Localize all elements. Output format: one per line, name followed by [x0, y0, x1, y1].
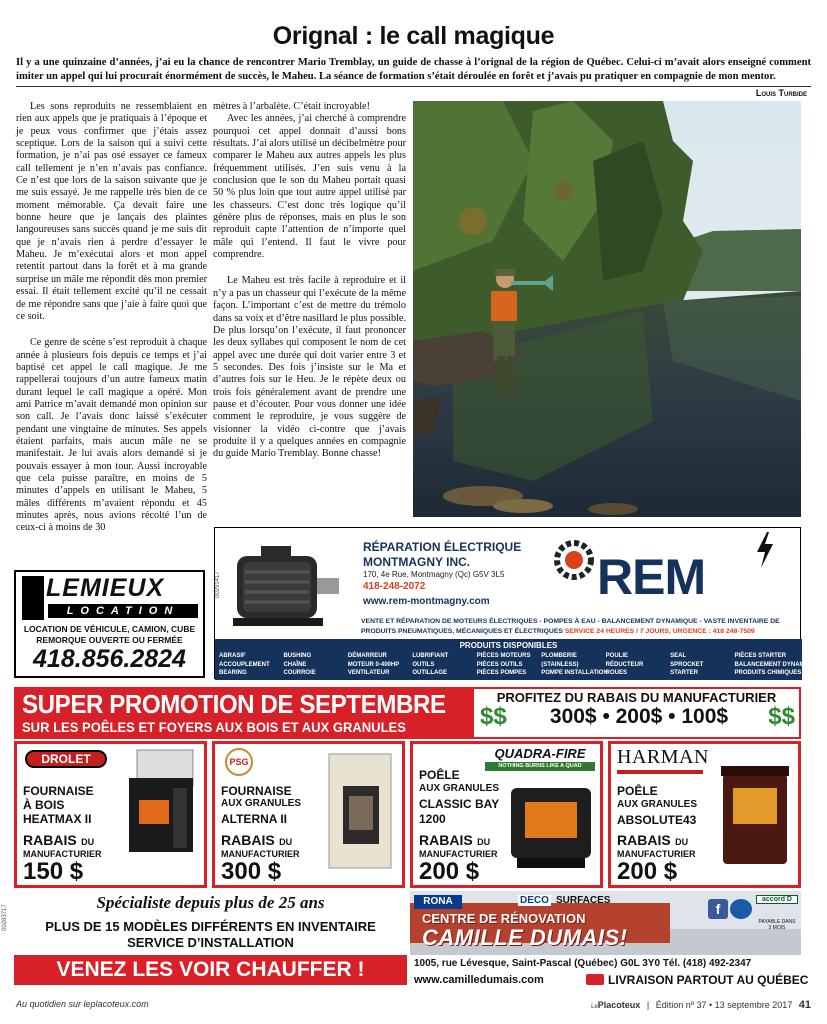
- deco-logo: DECO: [520, 895, 549, 906]
- rem-product-item: COURROIE: [283, 670, 316, 676]
- card-manuf: MANUFACTURIER: [617, 849, 696, 859]
- rem-products-column: [477, 652, 541, 678]
- gear-icon: [552, 538, 596, 582]
- rabais-label: RABAIS: [221, 832, 275, 848]
- rem-name-2: MONTMAGNY INC.: [363, 555, 471, 569]
- psg-logo: PSG: [225, 748, 253, 776]
- card-quadrafire[interactable]: [410, 741, 603, 888]
- rem-products-column: [606, 652, 670, 678]
- camille-dumais-ad[interactable]: [410, 891, 809, 989]
- rem-products-column: [412, 652, 476, 678]
- footer-divider: |: [646, 1000, 650, 1010]
- card-rabais: [617, 832, 688, 850]
- furnace-icon: [121, 748, 201, 858]
- rem-products-column: [734, 652, 820, 678]
- footer-website[interactable]: Au quotidien sur leplacoteux.com: [16, 999, 149, 1009]
- lemieux-line-2: REMORQUE OUVERTE OU FERMÉE: [36, 635, 183, 645]
- rem-product-item: PIÈCES MOTEURS: [476, 653, 531, 659]
- card-l1: POÊLE: [419, 768, 460, 782]
- card-l1: FOURNAISE: [221, 784, 292, 798]
- specialist-text: Spécialiste depuis plus de 25 ans: [96, 893, 325, 912]
- promo-right-title: PROFITEZ DU RABAIS DU MANUFACTURIER: [496, 690, 777, 705]
- paragraph: Ce genre de scène s’est reproduit à chaque année à plusieurs fois depuis ce temps et j’ai baptisé cet appel le call magique. Je me rappellerai toujours d’un autre fameux matin durant lequel le call magique a opéré. Mon ami Patrice m’avait demandé mon opinion sur son call. Je l’avais donc laissé s’exécuter pendant une vingtaine de minutes. Ses appels étaient parfaits, mais aucun mâle ne se manifestait. Je lui avais alors demandé si je pouvais essayer à mon tour. Aussi incroyable que cela puisse paraître, en moins de 5 minutes d’appels en utilisant le Maheu, 5 mâles différents m’avaient répondu et 45 minutes après, nous avions récolté l’un de ceux-ci à moins de 30: [16, 337, 207, 534]
- card-l3: ABSOLUTE43: [617, 813, 697, 827]
- rona-tel[interactable]: Tél. (418) 492-2347: [662, 958, 752, 969]
- card-drolet[interactable]: [14, 741, 207, 888]
- footer-info: [591, 999, 811, 1011]
- install-text: SERVICE D’INSTALLATION: [127, 935, 294, 950]
- rem-product-item: STARTER: [670, 670, 698, 676]
- dollar-signs-left-icon: $$: [480, 703, 507, 730]
- card-amount: 200 $: [617, 858, 678, 885]
- rem-product-item: CHAÎNE: [283, 661, 307, 668]
- card-rabais: [23, 832, 94, 850]
- rem-products-column: [348, 652, 412, 678]
- promo-rebate-box: [474, 689, 799, 737]
- du-label: DU: [81, 837, 95, 847]
- quadrafire-tag: NOTHING BURNS LIKE A QUAD: [485, 762, 595, 771]
- promo-amounts: 300$ • 200$ • 100$: [549, 705, 729, 728]
- rem-products-column: [219, 652, 283, 678]
- card-rabais: [419, 832, 490, 850]
- rem-product-item: ROUES: [605, 670, 627, 676]
- rem-product-item: LUBRIFIANT: [412, 653, 449, 659]
- quadrafire-logo: QUADRA-FIRE: [494, 746, 586, 761]
- harman-stripe: [617, 770, 703, 774]
- rabais-label: RABAIS: [419, 832, 473, 848]
- rabais-label: RABAIS: [23, 832, 77, 848]
- centre-text: CENTRE DE RÉNOVATION: [422, 911, 586, 926]
- truck-icon: [586, 974, 604, 985]
- accord-logo: accord D: [756, 895, 798, 904]
- rem-product-item: BEARING: [219, 670, 247, 676]
- paragraph: Avec les années, j’ai cherché à comprendre pourquoi cet appel donnait d’aussi bons résultats. J’ai alors utilisé un décibelmètre pour comparer le Maheu aux autres appels les plus fréquemment utilisés. J’en suis venu à la conclusion que le son du Maheu portait quasi 50 % plus loin que tout autre appel utilisé par les chasseurs. C’est donc très logique qu’il génère plus de réponses, mais en plus le son reproduit capte l’attention de n’importe quel mâle qui l’entend. Il faut le vivre pour comprendre.: [213, 113, 406, 261]
- rem-products-grid: [219, 652, 820, 679]
- card-amount: 200 $: [419, 858, 480, 885]
- title-rule: [16, 86, 811, 87]
- rem-product-item: VENTILATEUR: [347, 670, 390, 676]
- article-lede: Il y a une quinzaine d’années, j’ai eu la chance de rencontrer Mario Tremblay, un guide de chasse à l’orignal de la région de Québec. Celui-ci m’avait alors enseigné comment imiter un appel qui lui procurait énormément de succès, le Maheu. La séance de formation s’était déroulée en forêt et j’avais pu pratiquer en compagnie de mon mentor.: [16, 57, 811, 82]
- lemieux-line-1: LOCATION DE VÉHICULE, CAMION, CUBE: [23, 624, 196, 634]
- rem-products-title: PRODUITS DISPONIBLES: [459, 641, 558, 650]
- lemieux-brand: LEMIEUX: [46, 574, 165, 602]
- paragraph: Le Maheu est très facile à reproduire et il n’y a pas un chasseur qui l’exécute de la même façon. L’important c’est de mettre du trémolo dans sa voix et d’être nasillard le plus possible. De plus lorsqu’on l’exécute, il faut prononcer les deux syllabes qui composent le nom de cet appel avec une durée qui doit varier entre 3 et 5 secondes. Des fois j’insiste sur le Ma et d’autres fois sur le Heu. Je le répète deux ou trois fois généralement avant de prendre une pause et d’écouter. Pour vous donner une idée comment le reproduire, je vous suggère de visionner la vidéo ci-contre que j’avais produite il y a quelques années en compagnie du guide Mario Tremblay. Bonne chasse!: [213, 275, 406, 460]
- rem-product-item: OUTILS: [412, 661, 435, 668]
- camille-dumais-name: CAMILLE DUMAIS!: [422, 925, 628, 950]
- rem-product-item: BUSHING: [283, 653, 312, 659]
- rem-product-item: PIÈCES POMPES: [476, 670, 527, 676]
- rem-phone[interactable]: 418-248-2072: [363, 581, 426, 592]
- rem-product-item: MOTEUR 0-400HP: [347, 661, 400, 668]
- rem-products-column: [670, 652, 734, 678]
- rem-product-item: PIÈCES OUTILS: [476, 661, 523, 668]
- rem-product-item: (STAINLESS): [541, 661, 579, 668]
- card-l2: À BOIS: [23, 798, 65, 812]
- pellet-furnace-icon: [323, 750, 399, 878]
- rem-address: 170, 4e Rue, Montmagny (Qc) G5V 3L5: [363, 570, 505, 579]
- rem-product-item: SPROCKET: [670, 661, 704, 668]
- card-l1: POÊLE: [617, 784, 658, 798]
- promo-headline: SUPER PROMOTION DE SEPTEMBRE: [22, 689, 446, 719]
- card-l3: HEATMAX II: [23, 812, 92, 826]
- article-photo: [413, 101, 801, 517]
- rem-services-2: [361, 628, 755, 635]
- paragraph: Les sons reproduits ne ressemblaient en rien aux appels que je pratiquais à l’époque et je peux vous confirmer que j’étais assez sceptique. Lors de la saison qui a suivi cette formation, je n’ai pas osé essayer ce fameux call tellement je n’en n’avais pas confiance. Ce n’est que lors de la saison suivante que je me suis essayé. Je me rappelle très bien de ce moment mémorable. Ça devait faire une bonne heure que je lançais des plaintes langoureuses sans succès quand je me suis dit que je n’avais rien à perdre d’essayer le Maheu. Je m’exécutai alors et mon appel retentit partout dans la forêt et à ma grande surprise un mâle me répondit dès mon premier essai. Il était tellement excité qu’il ne cessait de me répondre sans que j’aie à faire quoi que ce soit.: [16, 101, 207, 322]
- lemieux-location-ad[interactable]: [14, 570, 205, 678]
- stove-cards: [14, 741, 801, 888]
- rem-product-item: PLOMBERIE: [541, 653, 577, 659]
- card-rabais: [221, 832, 292, 850]
- rem-code: 00291417: [215, 571, 221, 598]
- promo-banner: [14, 687, 801, 739]
- rem-product-item: POULIE: [605, 653, 628, 659]
- rem-services-1: VENTE ET RÉPARATION DE MOTEURS ÉLECTRIQUES - POMPES À EAU - BALANCEMENT DYNAMIQUE - VASTE INVENTAIRE DE: [361, 618, 780, 625]
- rem-products-column: [283, 652, 347, 678]
- payable-2: 3 MOIS: [768, 925, 786, 931]
- card-l2: AUX GRANULES: [419, 783, 500, 794]
- du-label: DU: [279, 837, 293, 847]
- rona-info: [410, 955, 809, 989]
- card-amount: 300 $: [221, 858, 282, 885]
- drolet-logo: DROLET: [25, 750, 107, 768]
- wifi-icon: [730, 899, 752, 919]
- surfaces-logo: SURFACES: [556, 895, 611, 906]
- article-column-2: [213, 101, 406, 461]
- rem-product-item: ACCOUPLEMENT: [219, 661, 270, 668]
- rem-logo: REM: [597, 549, 706, 605]
- rem-services-2a: PRODUITS PNEUMATIQUES, MÉCANIQUES ET ÉLECTRIQUES: [361, 628, 563, 635]
- footer-paper-prefix: Le: [591, 1004, 598, 1010]
- promo-code: 00283717: [2, 904, 8, 931]
- rem-product-item: PIÈCES STARTER: [734, 653, 787, 659]
- rona-address: [414, 958, 751, 969]
- card-manuf: MANUFACTURIER: [419, 849, 498, 859]
- rem-product-item: PRODUITS CHIMIQUES: [734, 670, 802, 676]
- rem-products-bar: [215, 639, 820, 680]
- card-l3: ALTERNA II: [221, 812, 287, 826]
- author-byline: Louis Turbide: [755, 88, 807, 98]
- article-title: Orignal : le call magique: [272, 22, 555, 50]
- rem-product-item: POMPE INSTALLATION: [541, 670, 608, 676]
- promo-subline: SUR LES POÊLES ET FOYERS AUX BOIS ET AUX GRANULES: [22, 719, 406, 735]
- paragraph: mètres à l’arbalète. C’était incroyable!: [213, 101, 370, 112]
- lemieux-phone[interactable]: 418.856.2824: [33, 645, 186, 673]
- dollar-signs-right-icon: $$: [768, 703, 795, 730]
- rem-product-item: DÉMARREUR: [347, 653, 387, 659]
- rem-montmagny-ad[interactable]: [214, 527, 820, 679]
- rem-services-2b: SERVICE 24 HEURES / 7 JOURS, URGENCE : 418 248-7509: [564, 628, 755, 635]
- page-number: 41: [798, 999, 811, 1011]
- card-l2: AUX GRANULES: [221, 798, 302, 809]
- lightning-bolt-icon: [755, 532, 775, 568]
- pellet-stove-icon: [503, 780, 599, 876]
- rem-product-item: ABRASIF: [219, 653, 246, 659]
- rem-product-item: SEAL: [670, 653, 687, 659]
- card-l2: AUX GRANULES: [617, 799, 698, 810]
- du-label: DU: [675, 837, 689, 847]
- card-l4: 1200: [419, 812, 446, 826]
- rona-address-text: 1005, rue Lévesque, Saint-Pascal (Québec) G0L 3Y0: [414, 958, 661, 969]
- card-psg[interactable]: [212, 741, 405, 888]
- harman-logo: HARMAN: [617, 746, 709, 768]
- rona-logo: RONA: [414, 895, 462, 909]
- rem-product-item: OUTILLAGE: [412, 670, 447, 676]
- card-manuf: MANUFACTURIER: [23, 849, 102, 859]
- rem-products-column: [541, 652, 608, 678]
- rem-product-item: RÉDUCTEUR: [605, 661, 644, 668]
- lemieux-location-label: LOCATION: [48, 604, 198, 618]
- card-manuf: MANUFACTURIER: [221, 849, 300, 859]
- article-column-1: [16, 101, 207, 535]
- rona-url[interactable]: www.camilledumais.com: [414, 974, 544, 986]
- footer-paper: Placoteux: [597, 1000, 641, 1010]
- hunter-lake-photo: [413, 101, 801, 517]
- rem-name-1: RÉPARATION ÉLECTRIQUE: [363, 540, 522, 554]
- rabais-label: RABAIS: [617, 832, 671, 848]
- rem-product-item: BALANCEMENT DYNAMIQUE: [734, 661, 820, 668]
- rem-url[interactable]: www.rem-montmagny.com: [363, 596, 490, 607]
- lemieux-l-logo-icon: [22, 576, 44, 620]
- harman-stove-icon: [713, 764, 797, 874]
- cta-banner[interactable]: VENEZ LES VOIR CHAUFFER !: [14, 955, 407, 985]
- models-text: PLUS DE 15 MODÈLES DIFFÉRENTS EN INVENTAIRE: [45, 919, 376, 934]
- card-l1: FOURNAISE: [23, 784, 94, 798]
- payable-1: PAYABLE DANS: [758, 919, 796, 925]
- card-harman[interactable]: [608, 741, 801, 888]
- installation-promo: [2, 891, 407, 989]
- electric-motor-icon: [223, 536, 353, 636]
- du-label: DU: [477, 837, 491, 847]
- card-l3: CLASSIC BAY: [419, 797, 500, 811]
- footer-edition: Édition nº 37 • 13 septembre 2017: [655, 1000, 793, 1010]
- facebook-icon[interactable]: f: [708, 899, 728, 919]
- card-amount: 150 $: [23, 858, 84, 885]
- rona-delivery: LIVRAISON PARTOUT AU QUÉBEC: [608, 973, 809, 987]
